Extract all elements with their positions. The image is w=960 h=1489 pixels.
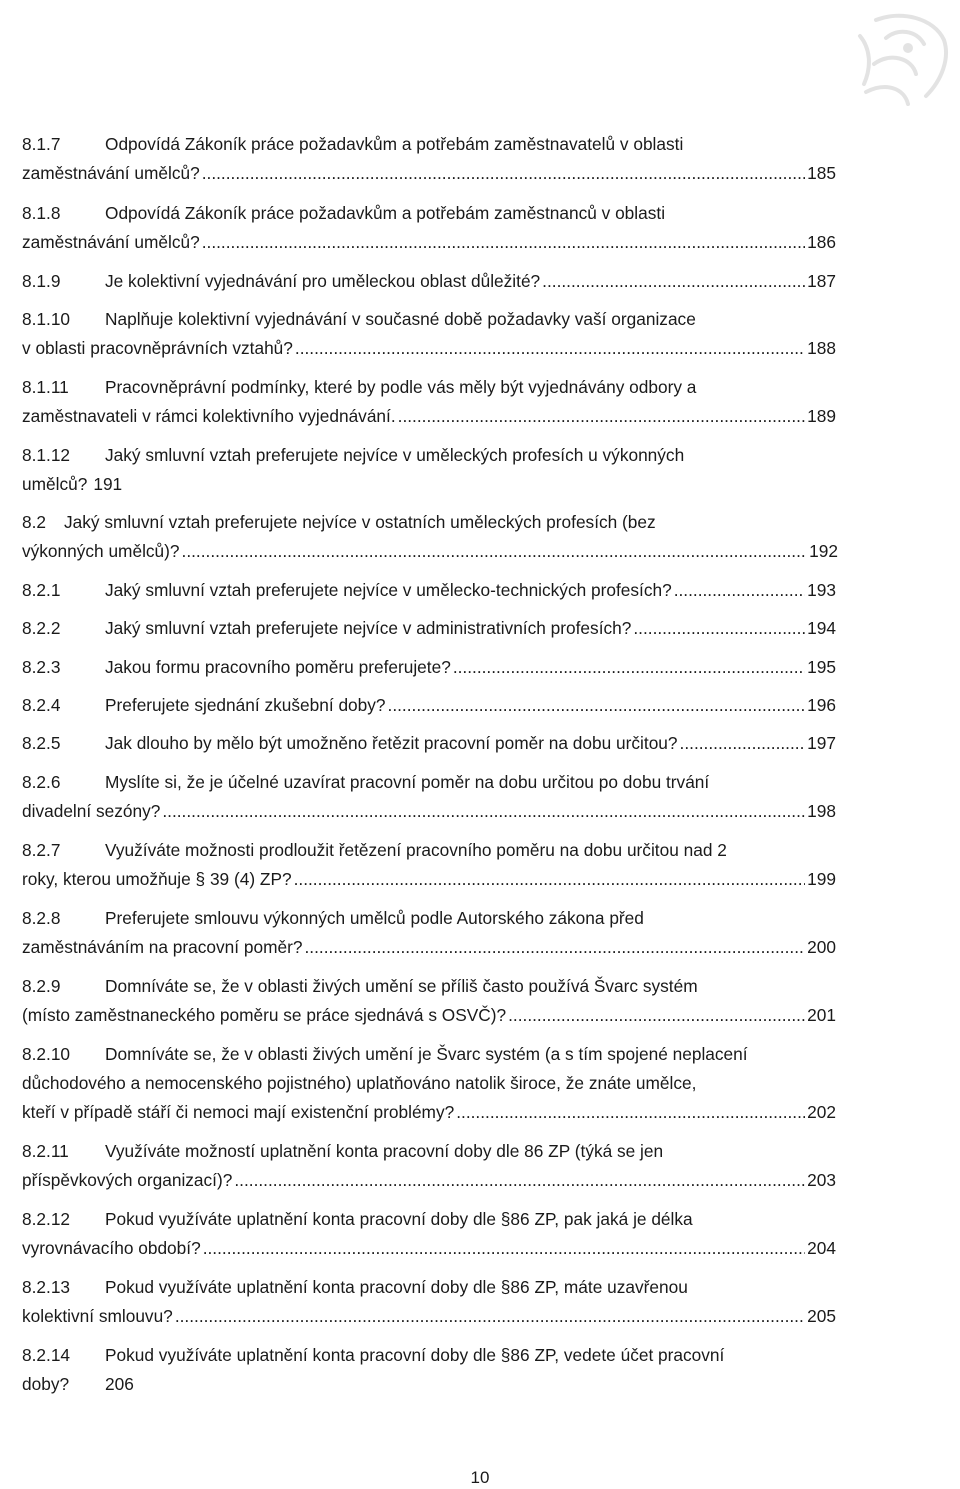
dot-leader (388, 691, 806, 720)
entry-title-cont: v oblasti pracovněprávních vztahů? (22, 338, 293, 358)
dot-leader (542, 267, 805, 296)
entry-page: 194 (807, 618, 836, 638)
entry-title: Myslíte si, že je účelné uzavírat pracovní poměr na dobu určitou po dobu trvání (105, 772, 710, 792)
dot-leader (295, 334, 805, 363)
dot-leader (162, 797, 805, 826)
entry-title-cont: zaměstnávání umělců? (22, 163, 200, 183)
entry-number: 8.1.12 (22, 445, 71, 465)
toc-entry-8-2-11[interactable] (22, 1137, 836, 1195)
toc-entry-8-2-8[interactable] (22, 904, 836, 962)
entry-page: 186 (807, 232, 836, 252)
toc-entry-8-2-10[interactable] (22, 1040, 836, 1127)
toc-entry-8-1-8[interactable] (22, 199, 836, 257)
entry-page: 193 (807, 580, 836, 600)
entry-number: 8.2.4 (22, 695, 61, 715)
entry-page: 195 (807, 657, 836, 677)
entry-page: 192 (809, 541, 838, 561)
entry-page: 196 (807, 695, 836, 715)
entry-title: Jakou formu pracovního poměru preferujete? (105, 657, 451, 677)
dot-leader (234, 1166, 805, 1195)
entry-title: Preferujete sjednání zkušební doby? (105, 695, 386, 715)
toc-entry-8-2-2[interactable] (22, 614, 836, 643)
entry-page: 201 (807, 1005, 836, 1025)
toc-entry-8-2-6[interactable] (22, 768, 836, 826)
entry-page: 189 (807, 406, 836, 426)
dot-leader (294, 865, 806, 894)
dot-leader (680, 729, 806, 758)
dot-leader (633, 614, 805, 643)
toc-entry-8-2-1[interactable] (22, 576, 836, 605)
entry-number: 8.1.9 (22, 271, 61, 291)
entry-title: Preferujete smlouvu výkonných umělců podle Autorského zákona před (105, 908, 644, 928)
entry-number: 8.2.8 (22, 908, 61, 928)
entry-number: 8.1.10 (22, 309, 71, 329)
entry-number: 8.2.1 (22, 580, 61, 600)
entry-title-cont: výkonných umělců)? (22, 541, 180, 561)
dot-leader (304, 933, 805, 962)
entry-title-cont: kteří v případě stáří či nemoci mají existenční problémy? (22, 1102, 455, 1122)
dot-leader (674, 576, 805, 605)
dot-leader (453, 653, 805, 682)
entry-page: 205 (807, 1306, 836, 1326)
entry-title: Naplňuje kolektivní vyjednávání v současné době požadavky vaší organizace (105, 309, 696, 329)
dot-leader (202, 228, 805, 257)
toc-entry-8-1-10[interactable] (22, 305, 836, 363)
entry-title: Využíváte možností uplatnění konta pracovní doby dle 86 ZP (týká se jen (105, 1141, 664, 1161)
entry-page: 199 (807, 869, 836, 889)
toc-entry-8-2[interactable] (22, 508, 838, 566)
toc-entry-8-2-7[interactable] (22, 836, 836, 894)
entry-number: 8.2 (22, 512, 47, 532)
entry-number: 8.1.7 (22, 134, 61, 154)
entry-title: Pracovněprávní podmínky, které by podle vás měly být vyjednávány odbory a (105, 377, 697, 397)
entry-page: 185 (807, 163, 836, 183)
watermark-logo-icon (846, 8, 954, 108)
dot-leader (398, 402, 806, 431)
entry-number: 8.2.6 (22, 772, 61, 792)
entry-title-cont: umělců? (22, 474, 88, 494)
entry-title: Jak dlouho by mělo být umožněno řetězit pracovní poměr na dobu určitou? (105, 733, 678, 753)
entry-title-cont: vyrovnávacího období? (22, 1238, 201, 1258)
toc-entry-8-1-11[interactable] (22, 373, 836, 431)
entry-title: Jaký smluvní vztah preferujete nejvíce v ostatních uměleckých profesích (bez (64, 512, 656, 532)
entry-title: Využíváte možnosti prodloužit řetězení pracovního poměru na dobu určitou nad 2 (105, 840, 727, 860)
entry-title-cont: zaměstnavateli v rámci kolektivního vyjednávání. (22, 406, 396, 426)
entry-number: 8.2.12 (22, 1209, 71, 1229)
entry-title-cont: kolektivní smlouvu? (22, 1306, 173, 1326)
entry-page: 203 (807, 1170, 836, 1190)
entry-title-cont: divadelní sezóny? (22, 801, 161, 821)
toc-entry-8-2-3[interactable] (22, 653, 836, 682)
toc-entry-8-2-4[interactable] (22, 691, 836, 720)
entry-title-cont: zaměstnáváním na pracovní poměr? (22, 937, 303, 957)
entry-title: Pokud využíváte uplatnění konta pracovní doby dle §86 ZP, vedete účet pracovní (105, 1345, 725, 1365)
entry-page: 198 (807, 801, 836, 821)
entry-title: Jaký smluvní vztah preferujete nejvíce v umělecko-technických profesích? (105, 580, 672, 600)
entry-page: 206 (105, 1374, 134, 1394)
page-number: 10 (470, 1468, 490, 1487)
entry-number: 8.2.14 (22, 1345, 71, 1365)
entry-page: 204 (807, 1238, 836, 1258)
entry-page: 188 (807, 338, 836, 358)
entry-title: Domníváte se, že v oblasti živých umění se příliš často používá Švarc systém (105, 976, 698, 996)
dot-leader (508, 1001, 805, 1030)
dot-leader (202, 159, 805, 188)
entry-page: 191 (93, 474, 123, 494)
entry-title: Pokud využíváte uplatnění konta pracovní doby dle §86 ZP, pak jaká je délka (105, 1209, 693, 1229)
entry-title: Odpovídá Zákoník práce požadavkům a potřebám zaměstnavatelů v oblasti (105, 134, 684, 154)
entry-number: 8.2.11 (22, 1141, 69, 1161)
entry-page: 202 (807, 1102, 836, 1122)
toc-entry-8-2-13[interactable] (22, 1273, 836, 1331)
entry-title: Domníváte se, že v oblasti živých umění je Švarc systém (a s tím spojené neplacení (105, 1044, 748, 1064)
entry-number: 8.1.11 (22, 377, 69, 397)
entry-page: 197 (807, 733, 836, 753)
toc-entry-8-1-12[interactable] (22, 441, 836, 499)
entry-title-cont: (místo zaměstnaneckého poměru se práce sjednává s OSVČ)? (22, 1005, 507, 1025)
entry-title-cont: příspěvkových organizací)? (22, 1170, 233, 1190)
toc-entry-8-2-5[interactable] (22, 729, 836, 758)
entry-title: Odpovídá Zákoník práce požadavkům a potřebám zaměstnanců v oblasti (105, 203, 666, 223)
toc-entry-8-2-12[interactable] (22, 1205, 836, 1263)
entry-title-cont: roky, kterou umožňuje § 39 (4) ZP? (22, 869, 292, 889)
toc-entry-8-1-9[interactable] (22, 267, 836, 296)
entry-number: 8.2.9 (22, 976, 61, 996)
entry-title: Je kolektivní vyjednávání pro uměleckou oblast důležité? (105, 271, 541, 291)
entry-number: 8.1.8 (22, 203, 61, 223)
dot-leader (456, 1098, 805, 1127)
entry-page: 187 (807, 271, 836, 291)
entry-title-cont: doby? (22, 1374, 70, 1394)
entry-number: 8.2.2 (22, 618, 61, 638)
dot-leader (175, 1302, 805, 1331)
entry-title: Jaký smluvní vztah preferujete nejvíce v administrativních profesích? (105, 618, 632, 638)
toc-entry-8-2-14[interactable] (22, 1341, 836, 1399)
entry-title-cont: zaměstnávání umělců? (22, 232, 200, 252)
entry-number: 8.2.10 (22, 1044, 71, 1064)
dot-leader (203, 1234, 805, 1263)
toc-entry-8-1-7[interactable] (22, 130, 836, 188)
entry-title: Jaký smluvní vztah preferujete nejvíce v uměleckých profesích u výkonných (105, 445, 685, 465)
entry-number: 8.2.5 (22, 733, 61, 753)
entry-number: 8.2.7 (22, 840, 61, 860)
entry-page: 200 (807, 937, 836, 957)
entry-title: Pokud využíváte uplatnění konta pracovní doby dle §86 ZP, máte uzavřenou (105, 1277, 688, 1297)
toc-entry-8-2-9[interactable] (22, 972, 836, 1030)
entry-number: 8.2.13 (22, 1277, 71, 1297)
entry-number: 8.2.3 (22, 657, 61, 677)
dot-leader (182, 537, 808, 566)
entry-title-cont: důchodového a nemocenského pojistného) uplatňováno natolik široce, že znáte umělce, (22, 1073, 697, 1093)
